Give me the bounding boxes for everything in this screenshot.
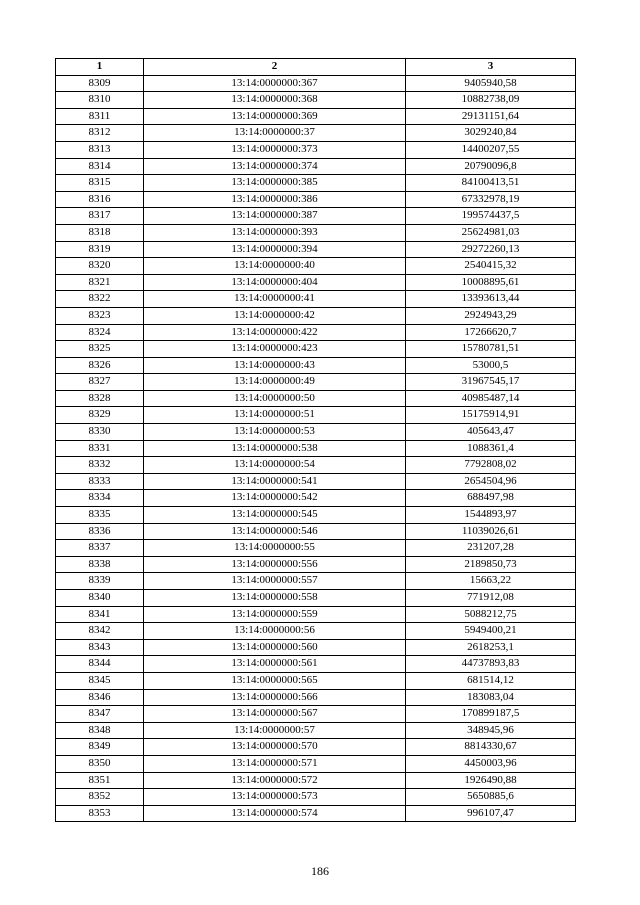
row-number-cell: 8320	[56, 258, 144, 275]
value-cell: 29272260,13	[406, 241, 576, 258]
row-number-cell: 8352	[56, 789, 144, 806]
value-cell: 13393613,44	[406, 291, 576, 308]
row-number-cell: 8333	[56, 473, 144, 490]
cadastral-number-cell: 13:14:0000000:53	[144, 424, 406, 441]
table-row	[56, 772, 576, 789]
table-row	[56, 108, 576, 125]
value-cell: 4450003,96	[406, 755, 576, 772]
row-number-cell: 8322	[56, 291, 144, 308]
value-cell: 44737893,83	[406, 656, 576, 673]
value-cell: 53000,5	[406, 357, 576, 374]
cadastral-number-cell: 13:14:0000000:394	[144, 241, 406, 258]
cadastral-number-cell: 13:14:0000000:545	[144, 507, 406, 524]
cadastral-number-cell: 13:14:0000000:51	[144, 407, 406, 424]
value-cell: 771912,08	[406, 590, 576, 607]
value-cell: 1926490,88	[406, 772, 576, 789]
page-number: 186	[311, 864, 329, 878]
row-number-cell: 8345	[56, 672, 144, 689]
table-row	[56, 440, 576, 457]
table-row	[56, 573, 576, 590]
row-number-cell: 8321	[56, 274, 144, 291]
value-cell: 67332978,19	[406, 191, 576, 208]
value-cell: 2540415,32	[406, 258, 576, 275]
row-number-cell: 8346	[56, 689, 144, 706]
value-cell: 5088212,75	[406, 606, 576, 623]
value-cell: 25624981,03	[406, 224, 576, 241]
table-row	[56, 755, 576, 772]
row-number-cell: 8325	[56, 341, 144, 358]
value-cell: 1088361,4	[406, 440, 576, 457]
cadastral-number-cell: 13:14:0000000:422	[144, 324, 406, 341]
row-number-cell: 8326	[56, 357, 144, 374]
cadastral-number-cell: 13:14:0000000:538	[144, 440, 406, 457]
table-row	[56, 590, 576, 607]
row-number-cell: 8349	[56, 739, 144, 756]
cadastral-number-cell: 13:14:0000000:49	[144, 374, 406, 391]
table-row	[56, 374, 576, 391]
cadastral-number-cell: 13:14:0000000:556	[144, 556, 406, 573]
value-cell: 231207,28	[406, 540, 576, 557]
value-cell: 14400207,55	[406, 141, 576, 158]
row-number-cell: 8332	[56, 457, 144, 474]
cadastral-number-cell: 13:14:0000000:393	[144, 224, 406, 241]
row-number-cell: 8310	[56, 92, 144, 109]
value-cell: 9405940,58	[406, 75, 576, 92]
table-row	[56, 490, 576, 507]
cadastral-number-cell: 13:14:0000000:557	[144, 573, 406, 590]
row-number-cell: 8319	[56, 241, 144, 258]
table-row	[56, 424, 576, 441]
cadastral-number-cell: 13:14:0000000:54	[144, 457, 406, 474]
cadastral-number-cell: 13:14:0000000:404	[144, 274, 406, 291]
row-number-cell: 8312	[56, 125, 144, 142]
cadastral-number-cell: 13:14:0000000:367	[144, 75, 406, 92]
table-row	[56, 523, 576, 540]
value-cell: 170899187,5	[406, 706, 576, 723]
table-row	[56, 507, 576, 524]
row-number-cell: 8344	[56, 656, 144, 673]
row-number-cell: 8311	[56, 108, 144, 125]
table-row	[56, 324, 576, 341]
table-row	[56, 390, 576, 407]
cadastral-number-cell: 13:14:0000000:374	[144, 158, 406, 175]
table-row	[56, 689, 576, 706]
table-row	[56, 739, 576, 756]
table-row	[56, 258, 576, 275]
row-number-cell: 8350	[56, 755, 144, 772]
cadastral-number-cell: 13:14:0000000:42	[144, 307, 406, 324]
table-row	[56, 706, 576, 723]
column-header-2: 2	[144, 59, 406, 76]
row-number-cell: 8318	[56, 224, 144, 241]
cadastral-number-cell: 13:14:0000000:50	[144, 390, 406, 407]
cadastral-number-cell: 13:14:0000000:43	[144, 357, 406, 374]
cadastral-number-cell: 13:14:0000000:565	[144, 672, 406, 689]
cadastral-number-cell: 13:14:0000000:57	[144, 722, 406, 739]
row-number-cell: 8338	[56, 556, 144, 573]
table-row	[56, 556, 576, 573]
table-row	[56, 623, 576, 640]
row-number-cell: 8330	[56, 424, 144, 441]
table-row	[56, 158, 576, 175]
table-body	[56, 75, 576, 822]
cadastral-number-cell: 13:14:0000000:560	[144, 639, 406, 656]
cadastral-number-cell: 13:14:0000000:55	[144, 540, 406, 557]
row-number-cell: 8317	[56, 208, 144, 225]
row-number-cell: 8331	[56, 440, 144, 457]
cadastral-number-cell: 13:14:0000000:373	[144, 141, 406, 158]
value-cell: 7792808,02	[406, 457, 576, 474]
table-row	[56, 457, 576, 474]
table-row	[56, 92, 576, 109]
cadastral-number-cell: 13:14:0000000:386	[144, 191, 406, 208]
cadastral-number-cell: 13:14:0000000:387	[144, 208, 406, 225]
table-row	[56, 175, 576, 192]
value-cell: 15175914,91	[406, 407, 576, 424]
value-cell: 29131151,64	[406, 108, 576, 125]
value-cell: 348945,96	[406, 722, 576, 739]
column-header-3: 3	[406, 59, 576, 76]
cadastral-number-cell: 13:14:0000000:571	[144, 755, 406, 772]
cadastral-number-cell: 13:14:0000000:37	[144, 125, 406, 142]
value-cell: 15780781,51	[406, 341, 576, 358]
value-cell: 31967545,17	[406, 374, 576, 391]
value-cell: 688497,98	[406, 490, 576, 507]
table-row	[56, 208, 576, 225]
value-cell: 10882738,09	[406, 92, 576, 109]
row-number-cell: 8336	[56, 523, 144, 540]
cadastral-number-cell: 13:14:0000000:56	[144, 623, 406, 640]
row-number-cell: 8314	[56, 158, 144, 175]
row-number-cell: 8334	[56, 490, 144, 507]
cadastral-number-cell: 13:14:0000000:561	[144, 656, 406, 673]
value-cell: 1544893,97	[406, 507, 576, 524]
cadastral-number-cell: 13:14:0000000:574	[144, 805, 406, 822]
row-number-cell: 8348	[56, 722, 144, 739]
value-cell: 996107,47	[406, 805, 576, 822]
row-number-cell: 8342	[56, 623, 144, 640]
row-number-cell: 8329	[56, 407, 144, 424]
cadastral-number-cell: 13:14:0000000:572	[144, 772, 406, 789]
cadastral-number-cell: 13:14:0000000:542	[144, 490, 406, 507]
cadastral-number-cell: 13:14:0000000:570	[144, 739, 406, 756]
table-row	[56, 540, 576, 557]
table-row	[56, 357, 576, 374]
value-cell: 10008895,61	[406, 274, 576, 291]
value-cell: 84100413,51	[406, 175, 576, 192]
row-number-cell: 8328	[56, 390, 144, 407]
value-cell: 199574437,5	[406, 208, 576, 225]
cadastral-number-cell: 13:14:0000000:40	[144, 258, 406, 275]
row-number-cell: 8347	[56, 706, 144, 723]
value-cell: 11039026,61	[406, 523, 576, 540]
table-row	[56, 291, 576, 308]
row-number-cell: 8341	[56, 606, 144, 623]
cadastral-number-cell: 13:14:0000000:567	[144, 706, 406, 723]
cadastral-number-cell: 13:14:0000000:385	[144, 175, 406, 192]
table-row	[56, 606, 576, 623]
row-number-cell: 8309	[56, 75, 144, 92]
value-cell: 3029240,84	[406, 125, 576, 142]
row-number-cell: 8339	[56, 573, 144, 590]
row-number-cell: 8323	[56, 307, 144, 324]
value-cell: 40985487,14	[406, 390, 576, 407]
row-number-cell: 8316	[56, 191, 144, 208]
value-cell: 5949400,21	[406, 623, 576, 640]
table-row	[56, 191, 576, 208]
table-row	[56, 639, 576, 656]
cadastral-number-cell: 13:14:0000000:41	[144, 291, 406, 308]
cadastral-number-cell: 13:14:0000000:423	[144, 341, 406, 358]
cadastral-number-cell: 13:14:0000000:559	[144, 606, 406, 623]
value-cell: 681514,12	[406, 672, 576, 689]
table-row	[56, 672, 576, 689]
value-cell: 17266620,7	[406, 324, 576, 341]
row-number-cell: 8351	[56, 772, 144, 789]
row-number-cell: 8335	[56, 507, 144, 524]
row-number-cell: 8340	[56, 590, 144, 607]
table-row	[56, 241, 576, 258]
table-header-row	[56, 59, 576, 76]
table-row	[56, 141, 576, 158]
table-row	[56, 274, 576, 291]
value-cell: 15663,22	[406, 573, 576, 590]
data-table	[55, 58, 576, 822]
value-cell: 2189850,73	[406, 556, 576, 573]
value-cell: 20790096,8	[406, 158, 576, 175]
cadastral-number-cell: 13:14:0000000:369	[144, 108, 406, 125]
table-row	[56, 473, 576, 490]
table-row	[56, 656, 576, 673]
row-number-cell: 8343	[56, 639, 144, 656]
table-row	[56, 224, 576, 241]
column-header-1: 1	[56, 59, 144, 76]
cadastral-number-cell: 13:14:0000000:546	[144, 523, 406, 540]
row-number-cell: 8315	[56, 175, 144, 192]
table-row	[56, 407, 576, 424]
value-cell: 2654504,96	[406, 473, 576, 490]
table-row	[56, 805, 576, 822]
row-number-cell: 8324	[56, 324, 144, 341]
table-row	[56, 789, 576, 806]
value-cell: 405643,47	[406, 424, 576, 441]
value-cell: 8814330,67	[406, 739, 576, 756]
table-row	[56, 125, 576, 142]
cadastral-number-cell: 13:14:0000000:573	[144, 789, 406, 806]
cadastral-number-cell: 13:14:0000000:368	[144, 92, 406, 109]
table-row	[56, 341, 576, 358]
table-row	[56, 307, 576, 324]
row-number-cell: 8353	[56, 805, 144, 822]
row-number-cell: 8337	[56, 540, 144, 557]
value-cell: 2924943,29	[406, 307, 576, 324]
row-number-cell: 8327	[56, 374, 144, 391]
row-number-cell: 8313	[56, 141, 144, 158]
value-cell: 5650885,6	[406, 789, 576, 806]
cadastral-number-cell: 13:14:0000000:558	[144, 590, 406, 607]
table-row	[56, 75, 576, 92]
value-cell: 2618253,1	[406, 639, 576, 656]
value-cell: 183083,04	[406, 689, 576, 706]
cadastral-number-cell: 13:14:0000000:541	[144, 473, 406, 490]
table-row	[56, 722, 576, 739]
cadastral-number-cell: 13:14:0000000:566	[144, 689, 406, 706]
